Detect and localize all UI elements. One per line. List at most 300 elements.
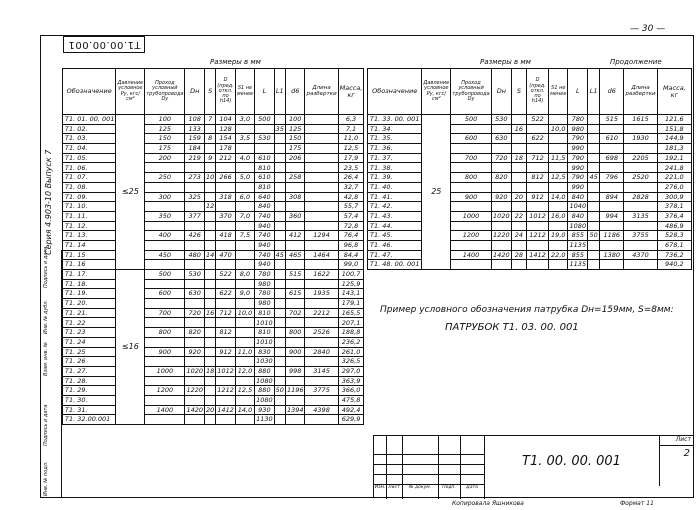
col-header: D (пред. откл. по h14) <box>216 69 236 115</box>
cell-s <box>205 299 216 309</box>
cell-s1: 16,0 <box>549 211 568 221</box>
col-header: Длина разбертки <box>305 69 338 115</box>
cell-m: 12,5 <box>338 144 364 154</box>
cell-s <box>205 124 216 134</box>
cell-s <box>205 211 216 221</box>
cell-s: 10 <box>206 173 215 182</box>
cell-d6: 515 <box>285 270 305 280</box>
cell-l1: 50 <box>275 386 284 395</box>
cell-m: 363,9 <box>338 376 364 386</box>
cell-des: T1. 47. <box>368 250 422 260</box>
tb-header: Лист <box>388 485 400 490</box>
cell-d6 <box>600 260 624 270</box>
cell-m: 221,0 <box>657 173 691 183</box>
cell-d: 912 <box>526 192 548 202</box>
cell-d <box>216 163 236 173</box>
cell-du: 700 <box>145 308 185 318</box>
cell-dn <box>185 221 205 231</box>
cell-du: 500 <box>145 270 185 280</box>
cell-l: 840 <box>255 202 275 212</box>
cell-du: 125 <box>145 124 185 134</box>
cell-du <box>451 124 491 134</box>
cell-d6 <box>285 202 305 212</box>
sheet-cell <box>659 436 693 486</box>
cell-l1 <box>274 260 285 270</box>
cell-dn: 920 <box>185 347 205 357</box>
cell-d6 <box>600 163 624 173</box>
cell-l: 790 <box>568 173 588 183</box>
cell-len: 4398 <box>305 405 338 415</box>
cell-len: 1622 <box>305 270 338 280</box>
cell-dn <box>185 163 205 173</box>
cell-d6: 894 <box>600 192 624 202</box>
cell-len <box>305 182 338 192</box>
cell-s1: 11,0 <box>235 347 254 357</box>
cell-l1 <box>274 328 285 338</box>
cell-dn <box>491 182 511 192</box>
cell-m: 492,4 <box>338 405 364 415</box>
cell-len <box>305 202 338 212</box>
cell-len <box>305 279 338 289</box>
cell-dn: 108 <box>185 115 205 125</box>
cell-s <box>205 221 216 231</box>
cell-m: 629,9 <box>338 415 364 425</box>
cell-des: T1. 48. 00. 001 <box>368 260 422 270</box>
cell-l1 <box>274 405 285 415</box>
cell-len: 2828 <box>624 192 657 202</box>
cell-d: 370 <box>216 211 236 221</box>
cell-d6 <box>285 163 305 173</box>
cell-l1 <box>274 270 285 280</box>
cell-du: 150 <box>145 134 185 144</box>
cell-dn <box>185 318 205 328</box>
cell-d <box>526 144 548 154</box>
cell-l: 780 <box>255 289 275 299</box>
cell-l: 990 <box>568 144 588 154</box>
table-row <box>63 308 364 318</box>
table-row <box>368 221 692 231</box>
cell-dn <box>491 240 511 250</box>
cell-l: 1010 <box>256 318 273 327</box>
cell-dn <box>185 357 205 367</box>
cell-dn: 1020 <box>493 211 510 220</box>
cell-dn <box>185 240 205 250</box>
cell-len <box>624 240 657 250</box>
title-block-changes <box>374 436 485 499</box>
cell-l: 990 <box>568 163 588 173</box>
cell-s: 16 <box>511 124 526 134</box>
cell-d6: 206 <box>285 153 305 163</box>
cell-len <box>305 299 338 309</box>
cell-d: 622 <box>216 289 236 299</box>
cell-len <box>624 221 657 231</box>
cell-des: T1. 29. <box>63 386 116 396</box>
col-header: Dн <box>185 69 205 115</box>
cell-des: T1. 46. <box>368 240 422 250</box>
cell-s1 <box>549 221 568 231</box>
cell-l: 610 <box>255 173 275 183</box>
col-header: D (пред. откл. по h14) <box>526 69 548 115</box>
cell-l: 930 <box>255 405 275 415</box>
cell-s: 18 <box>511 153 526 163</box>
table-row <box>63 270 364 280</box>
table-row <box>63 231 364 241</box>
cell-len <box>624 124 657 134</box>
table-row <box>63 289 364 299</box>
cell-dn <box>185 202 205 212</box>
cell-dn <box>185 279 205 289</box>
cell-des: T1. 04. <box>63 144 116 154</box>
table-row <box>368 192 692 202</box>
cell-len <box>624 260 657 270</box>
cell-l1 <box>274 308 285 318</box>
cell-d6 <box>285 337 305 347</box>
cell-l1 <box>588 124 600 134</box>
cell-d <box>526 260 548 270</box>
cell-dn <box>185 395 205 405</box>
cell-des: T1. 07. <box>63 173 116 183</box>
cell-s <box>205 270 216 280</box>
cell-s1 <box>235 279 254 289</box>
col-header: Проход условный трубопровода Dу <box>451 69 491 115</box>
cell-d6 <box>600 221 624 231</box>
cell-d <box>526 202 548 212</box>
cell-des: T1. 30. <box>63 395 116 405</box>
cell-d <box>216 182 236 192</box>
cell-dn: 530 <box>491 115 511 125</box>
cell-l: 980 <box>255 299 275 309</box>
cell-len <box>624 144 657 154</box>
cell-dn: 920 <box>491 192 511 202</box>
cell-m: 23,5 <box>338 163 364 173</box>
cell-l: 940 <box>255 221 275 231</box>
cell-s1 <box>549 163 568 173</box>
cell-d6: 258 <box>285 173 305 183</box>
cell-des: T1. 40. <box>368 182 422 192</box>
cell-l1 <box>274 347 285 357</box>
cell-d6 <box>600 240 624 250</box>
cell-s <box>511 115 526 125</box>
col-header: Dн <box>491 69 511 115</box>
cell-du <box>145 318 185 328</box>
cell-s1: 7,5 <box>235 231 254 241</box>
cell-dn: 1220 <box>186 386 204 395</box>
cell-s1 <box>235 357 254 367</box>
cell-d: 128 <box>216 124 236 134</box>
cell-m: 6,3 <box>338 115 364 125</box>
cell-l1 <box>274 115 285 125</box>
cell-s <box>205 395 216 405</box>
col-header: d6 <box>285 69 305 115</box>
cell-du: 450 <box>145 250 185 260</box>
cell-d <box>216 260 236 270</box>
cell-dn: 1220 <box>493 231 510 240</box>
cell-l <box>255 144 275 154</box>
cell-len: 3775 <box>305 386 338 396</box>
cell-s <box>511 182 526 192</box>
cell-s <box>205 192 216 202</box>
cell-l1 <box>274 231 285 241</box>
cell-des: T1. 27. <box>63 366 116 376</box>
cell-d <box>216 337 236 347</box>
cell-des: T1. 32.00.001 <box>63 415 116 425</box>
table-row <box>63 182 364 192</box>
cell-d <box>526 240 548 250</box>
cell-d6: 796 <box>600 173 624 183</box>
cell-d6: 698 <box>600 153 624 163</box>
cell-len <box>624 202 657 212</box>
cell-s: 18 <box>206 366 215 375</box>
cell-du <box>145 395 185 405</box>
cell-d <box>216 395 236 405</box>
cell-d6: 308 <box>285 192 305 202</box>
page-number-value: 30 <box>641 24 654 34</box>
cell-du <box>451 240 491 250</box>
col-header: d6 <box>600 69 624 115</box>
cell-d <box>216 357 236 367</box>
cell-d6 <box>285 240 305 250</box>
cell-des: T1. 11. <box>63 211 116 221</box>
table-row <box>63 115 364 125</box>
cell-len <box>305 376 338 386</box>
cell-s1 <box>549 144 568 154</box>
cell-l: 830 <box>255 347 275 357</box>
cell-dn: 720 <box>491 153 511 163</box>
cell-m: 11,0 <box>338 134 364 144</box>
cell-len: 1294 <box>305 231 338 241</box>
table-row <box>63 134 364 144</box>
cell-d6: 100 <box>285 115 305 125</box>
table-row <box>368 211 692 221</box>
cell-l1 <box>274 144 285 154</box>
table-row <box>63 124 364 134</box>
cell-len: 3135 <box>624 211 657 221</box>
cell-s: 7 <box>205 115 216 125</box>
cell-s <box>205 279 216 289</box>
cell-dn: 530 <box>185 270 205 280</box>
cell-l1 <box>274 163 285 173</box>
cell-s: 28 <box>511 250 526 260</box>
cell-len: 2840 <box>305 347 338 357</box>
cell-l <box>255 124 275 134</box>
table-row <box>63 366 364 376</box>
cell-d6 <box>600 124 624 134</box>
table-row <box>368 202 692 212</box>
cell-du <box>145 182 185 192</box>
cell-d <box>216 240 236 250</box>
cell-du <box>451 163 491 173</box>
cell-l1: 45 <box>589 173 598 182</box>
table-row <box>368 231 692 241</box>
cell-d: 1212 <box>526 231 548 241</box>
cell-s <box>511 173 526 183</box>
cell-m: 366,0 <box>338 386 364 396</box>
cell-s1 <box>235 299 254 309</box>
table-row <box>368 134 692 144</box>
cell-s1: 12,0 <box>235 366 254 376</box>
cell-des: T1. 05. <box>63 153 116 163</box>
example-text: Пример условного обозначения патрубка Dн=159мм, S=8мм: <box>380 305 674 315</box>
cell-du <box>451 144 491 154</box>
cell-m: 72,8 <box>338 221 364 231</box>
sheet-label: Лист <box>660 436 693 446</box>
cell-s1 <box>235 395 254 405</box>
cell-dn <box>491 144 511 154</box>
cell-d: 522 <box>526 115 548 125</box>
col-header: Давление условное Pу, кгс/см² <box>116 69 145 115</box>
cell-dn: 273 <box>185 173 205 183</box>
table-row <box>63 337 364 347</box>
cell-l: 1030 <box>256 357 273 366</box>
right-spec-table <box>367 68 692 270</box>
cell-des: T1. 13. <box>63 231 116 241</box>
cell-m: 144,9 <box>657 134 691 144</box>
cell-des: T1. 02. <box>63 124 116 134</box>
cell-s: 20 <box>511 192 526 202</box>
cell-s1 <box>235 376 254 386</box>
cell-du <box>145 260 185 270</box>
cell-s <box>511 221 526 231</box>
cell-des: T1. 37. <box>368 153 422 163</box>
cell-s1 <box>235 240 254 250</box>
cell-dn: 1420 <box>493 250 510 259</box>
cell-l: 880 <box>255 386 275 396</box>
cell-du <box>145 357 185 367</box>
cell-m: 17,9 <box>338 153 364 163</box>
table-row <box>63 318 364 328</box>
cell-d6: 615 <box>285 289 305 299</box>
cell-s1: 3,0 <box>235 115 254 125</box>
col-header: Масса, кг <box>338 69 364 115</box>
cell-d6: 1394 <box>286 405 304 414</box>
cell-m: 528,3 <box>657 231 691 241</box>
table-row <box>63 386 364 396</box>
cell-len: 4370 <box>624 250 657 260</box>
cell-m: 76,4 <box>338 231 364 241</box>
cell-s <box>511 134 526 144</box>
cell-s <box>205 163 216 173</box>
cell-s1: 12,5 <box>235 386 254 396</box>
table-row <box>63 192 364 202</box>
col-header: L1 <box>588 69 600 115</box>
cell-len <box>305 395 338 405</box>
cell-l: 940 <box>255 240 275 250</box>
cell-s1 <box>549 134 568 144</box>
cell-d6 <box>285 395 305 405</box>
cell-l: 855 <box>568 231 588 241</box>
cell-dn <box>185 415 205 425</box>
cell-d: 318 <box>216 192 236 202</box>
cell-l: 1040 <box>569 202 587 211</box>
cell-len <box>305 221 338 231</box>
cell-dn <box>491 202 511 212</box>
cell-l1 <box>274 279 285 289</box>
cell-len: 2520 <box>624 173 657 183</box>
cell-des: T1. 41. <box>368 192 422 202</box>
cell-dn: 219 <box>185 153 205 163</box>
cell-s1 <box>549 115 568 125</box>
table-row <box>63 202 364 212</box>
cell-dn: 720 <box>185 308 205 318</box>
cell-des: T1. 25 <box>63 347 116 357</box>
cell-d6 <box>285 376 305 386</box>
cell-l: 980 <box>568 124 588 134</box>
cell-du <box>145 279 185 289</box>
cell-des: T1. 28. <box>63 376 116 386</box>
table-row <box>63 279 364 289</box>
cell-l1 <box>274 395 285 405</box>
cell-d6: 994 <box>600 211 624 221</box>
cell-l1 <box>274 318 285 328</box>
table-row <box>63 163 364 173</box>
cell-s1 <box>235 144 254 154</box>
cell-d: 812 <box>216 328 236 338</box>
cell-d <box>216 202 236 212</box>
cell-m: 192,1 <box>657 153 691 163</box>
cell-m: 236,2 <box>338 337 364 347</box>
cell-l1 <box>274 366 285 376</box>
cell-s <box>205 347 216 357</box>
cell-l: 1080 <box>256 376 273 385</box>
cell-du: 1200 <box>145 386 185 396</box>
cell-s <box>205 240 216 250</box>
cell-s1: 5,0 <box>235 173 254 183</box>
cell-des: T1. 33. 00. 001 <box>368 115 422 125</box>
cell-l: 810 <box>255 328 275 338</box>
cell-dn: 1420 <box>186 405 204 414</box>
cell-len <box>305 240 338 250</box>
cell-s1 <box>235 182 254 192</box>
cell-dn <box>185 337 205 347</box>
cell-l1 <box>588 153 600 163</box>
cell-du: 100 <box>145 115 185 125</box>
tb-header: Изм. <box>374 485 386 490</box>
table-row <box>63 221 364 231</box>
cell-len <box>305 163 338 173</box>
cell-m: 42,8 <box>338 192 364 202</box>
col-header: S1 не менее <box>235 69 254 115</box>
cell-s1 <box>549 202 568 212</box>
cell-des: T1. 09. <box>63 192 116 202</box>
cell-d6 <box>285 415 305 425</box>
cell-des: T1. 38. <box>368 163 422 173</box>
cell-len <box>305 153 338 163</box>
cell-des: T1. 17. <box>63 270 116 280</box>
cell-d6 <box>600 202 624 212</box>
cell-len <box>305 415 338 425</box>
cell-l1 <box>588 221 600 231</box>
cell-s1: 14,0 <box>549 192 568 202</box>
table-row <box>63 328 364 338</box>
pressure-cell: 25 <box>422 115 451 270</box>
table-row <box>63 250 364 260</box>
table-row <box>368 163 692 173</box>
cell-len: 1464 <box>305 250 338 260</box>
cell-d <box>216 299 236 309</box>
cell-s1: 12,5 <box>549 173 568 183</box>
col-header: Обозначение <box>368 69 422 115</box>
sheet-number: 2 <box>683 448 690 459</box>
cell-m: 96,8 <box>338 240 364 250</box>
cell-l: 855 <box>568 250 588 260</box>
cell-d6 <box>285 182 305 192</box>
table-row <box>63 260 364 270</box>
cell-len: 2526 <box>305 328 338 338</box>
cell-s <box>511 240 526 250</box>
cell-d6: 1380 <box>600 250 624 260</box>
cell-du <box>145 202 185 212</box>
cell-m: 84,4 <box>338 250 364 260</box>
